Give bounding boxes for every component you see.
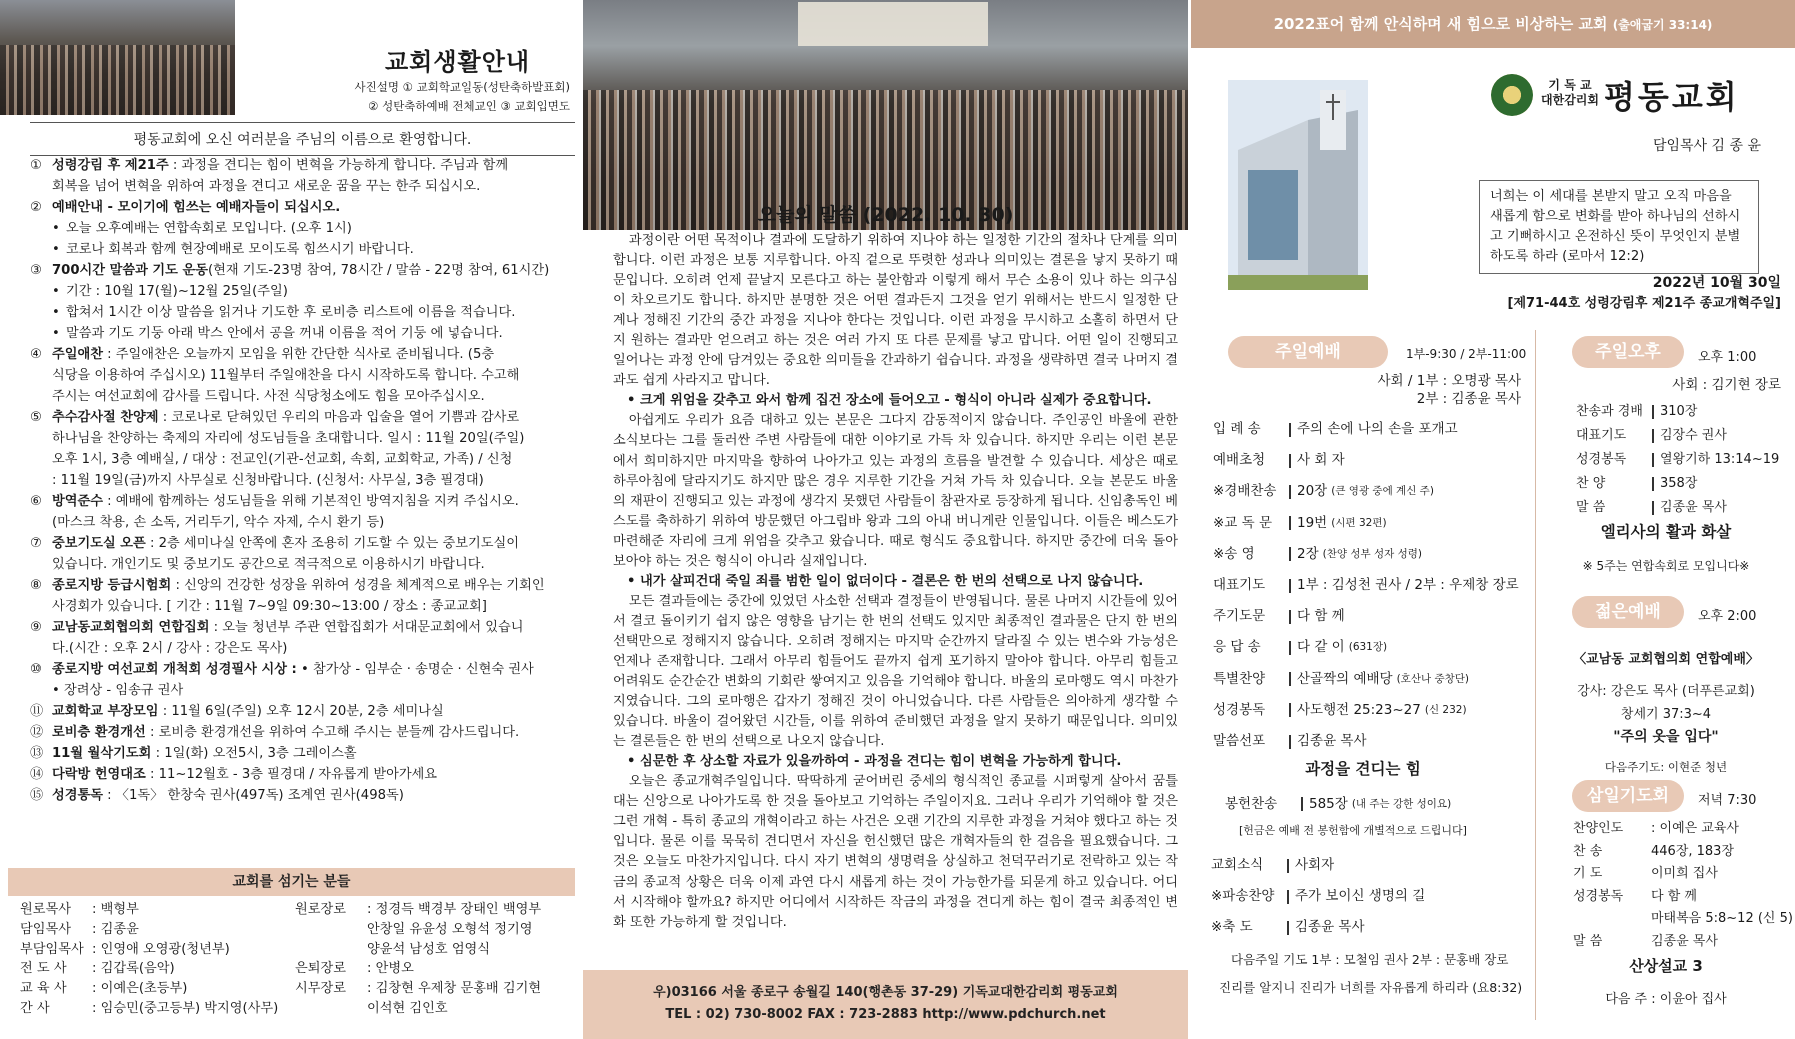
notice-number: ⑧ [30,578,42,593]
order-label: 찬송과 경배 [1576,404,1643,419]
notice-title: 교회학교 부장모임 [52,704,159,719]
notice-text: : 과정을 견디는 힘이 변혁을 가능하게 합니다. 주님과 함께 [168,158,509,173]
servant-role: 원로목사 [20,902,71,917]
youth-next: 다음주기도: 이현준 청년 [1604,760,1728,774]
order-label: 성경봉독 [1576,452,1627,467]
order-item [1211,912,1531,943]
order-note: (큰 영광 중에 계신 주) [1331,485,1434,498]
order-value: 이미희 집사 [1651,866,1718,881]
left-panel [0,0,575,1039]
youth-sermon: "주의 옷을 입다" [1613,729,1719,745]
church-building-illustration [1228,80,1368,290]
notice-sub-item: • 오늘 오후예배는 연합속회로 모입니다. (오후 1시) [30,218,575,239]
wednesday-order [1573,818,1793,953]
servants-heading: 교회를 섬기는 분들 [8,868,575,896]
servant-role: 원로장로 [295,902,346,917]
order-label: 말 씀 [1573,933,1603,949]
middle-panel [583,0,1188,1039]
order-value: 김장수 권사 [1660,428,1727,443]
notice-title: 예배안내 - 모이기에 힘쓰는 예배자들이 되십시오. [52,200,341,215]
notice-item [30,260,575,281]
order-label: 찬 송 [1573,843,1603,859]
order-note: (내 주는 강한 성이요) [1351,798,1452,810]
sunday-leaders [1311,372,1521,408]
servant-names: 이석현 김인호 [367,1000,448,1016]
sunday-service-time: 1부-9:30 / 2부-11:00 [1406,347,1527,361]
annual-motto [1191,0,1795,48]
servant-row [295,959,575,979]
column-divider [1535,330,1536,1020]
notice-text: : 1일(화) 오전5시, 3층 그레이스홀 [151,746,357,761]
right-panel [1191,0,1795,1039]
order-separator [1287,890,1289,904]
notice-text: 주시는 여선교회에 감사를 드립니다. 사전 식당청소에도 힘을 모아주십시오. [52,389,485,404]
order-separator [1289,703,1291,717]
order-value: 358장 [1660,476,1698,491]
notice-text: 있습니다. 개인기도 및 중보기도 공간으로 적극적으로 이용하시기 바랍니다. [52,557,485,572]
next-week-prayer: 다음주일 기도 1부 : 모철임 권사 2부 : 문홍배 장로 [1231,952,1509,967]
sermon-point: • 크게 위엄을 갖추고 와서 함께 집건 장소에 들어오고 - 형식이 아니라 실제가 중요합니다. [627,393,1152,409]
order-item [1213,570,1533,601]
church-address-footer [583,970,1188,1039]
order-item [1573,818,1788,841]
order-label: 성경봉독 [1573,888,1624,904]
sermon-title: 오늘의 말씀 (2022. 10. 30) [757,204,1014,226]
servant-names: 안창일 유윤성 오형석 정기영 [367,921,533,937]
order-item [1213,476,1533,507]
notice-item [30,764,575,785]
photo-church-school [0,0,235,115]
order-label: 기 도 [1573,866,1603,881]
notice-text: : 로비층 환경개선을 위하여 수고해 주시는 분들께 감사드립니다. [145,725,520,740]
notice-title: 11월 월삭기도회 [52,746,152,761]
notice-text: : 예배에 함께하는 성도님들을 위해 기본적인 방역지침을 지켜 주십시오. [102,494,519,509]
notice-text: : 주일애찬은 오늘까지 모임을 위한 간단한 식사로 준비됩니다. (5충 [102,347,495,362]
order-value: 20장 [1297,483,1328,500]
leader-line: 사회 / 1부 : 오명광 목사 [1377,373,1521,389]
order-note: (시편 32편) [1331,516,1387,529]
notice-sub-item: • 코로나 회복과 함께 현장예배로 모이도록 힘쓰시기 바랍니다. [30,239,575,260]
afternoon-leader: 사회 : 김기현 장로 [1672,377,1781,393]
notice-number: ⑩ [30,662,42,677]
offering-note: [헌금은 예배 전 봉헌함에 개별적으로 드립니다] [1239,824,1467,837]
notice-item [30,491,575,533]
caption-line: ② 성탄축하예배 전체교인 ③ 교회입면도 [368,99,570,113]
order-label: 말씀선포 [1213,733,1266,750]
order-label: 말 씀 [1576,500,1606,515]
servant-row [295,920,575,940]
contact-line: TEL : 02) 730-8002 FAX : 723-2883 http://www.pdchurch.net [665,1007,1106,1022]
order-label: ※송 영 [1213,545,1255,562]
order-item [1573,863,1788,886]
order-label: 주기도문 [1213,608,1266,625]
notice-sub-item: • 기간 : 10월 17(월)~12월 25일(주일) [30,281,575,302]
order-separator [1289,423,1291,437]
church-logo [1491,74,1533,116]
notice-number: ⑨ [30,620,42,635]
servant-names: : 백형부 [92,902,139,917]
servant-role [295,920,367,940]
notice-text: (마스크 착용, 손 소독, 거리두기, 악수 자제, 수시 환기 등) [52,515,385,530]
order-item [1573,886,1788,909]
order-value: 2장 [1297,545,1319,562]
notice-title: 추수감사절 찬양제 [52,410,159,425]
order-item [1576,400,1786,424]
notice-text: • 장려상 - 임송규 권사 [52,683,184,698]
notice-number: ④ [30,347,42,362]
order-item [1576,424,1786,448]
servant-role: 은퇴장로 [295,961,346,977]
order-separator [1652,453,1654,467]
servant-role: 교 육 사 [20,981,67,997]
order-value: 주의 손에 나의 손을 포개고 [1297,421,1458,437]
sermon-paragraph: 아쉽게도 우리가 요즘 대하고 있는 본문은 그다지 감동적이지 않습니다. 주인공인 바울에 관한 소식보다는 그를 둘러싼 주변 사람들에 대한 이야기로 가득 차 있습니다. 하지만 우리는 이런 본문에서 희미하지만 마지막을 향하여 나아가고 있는 과정의 흐름을 발견할 수 있습니다. 세상은 때로 하루아침에 달라지기도 하지만 많은 경우 지루한 기간을 거쳐 가득 차 있습니다. 오늘 본문도 바울의 재판이 진행되고 있는 과정에 생각지 못했던 사람들이 참관자로 등장하게 됩니다. 신임총독인 베스도를 축하하기 위하여 방문했던 아그립바 왕과 그의 아내 버니게란 인물입니다. 이들은 베스도가 마련해준 자리에 크게 위엄을 갖추고 왔습니다. 때로 형식도 중요합니다. 하지만 중간에 더욱 돌아보아야 하는 것은 형식이 아니라 실재입니다. [613,413,1178,569]
wednesday-sermon-title: 산상설교 3 [1629,957,1703,975]
servant-role: 담임목사 [20,921,71,937]
order-item [1213,601,1533,632]
notice-title: 로비층 환경개선 [52,725,146,740]
order-label: 대표기도 [1576,428,1627,443]
notice-number: ⑬ [30,746,44,761]
sermon-paragraph: 오늘은 종교개혁주일입니다. 딱딱하게 굳어버린 중세의 형식적인 종교를 시퍼렇게 살아서 꿈틀대는 신앙으로 나아가도록 한 것을 돌아보고 기억하는 주일이지요. 그러나 우리가 기억해야 할 것은 그런 개혁 - 특히 종교의 개혁이라고 하는 사건은 오랜 기간의 지루한 과정을 거쳐야 했다고 하는 것입니다. 물론 이를 묵묵히 견디면서 자신을 헌신했던 많은 개혁자들의 한 걸음을 필요했습니다. 그것은 오늘도 마찬가지입니다. 다시 자기 변혁의 생명력을 상실하고 천덕꾸러기로 전락하고 있는 작금의 종교적 상황은 더욱 이제 과연 다시 새롭게 하는 것이 가능한가를 되묻게 하고 있습니다. 어디서 시작해야 할까요? 하지만 어디에서 시작하든 작금의 과정을 견디게 하는 힘이 결국 최종적인 변화 또한 가능하게 할 것입니다. [613,774,1178,930]
afternoon-order [1576,400,1786,520]
servant-role [295,999,367,1019]
servant-names: 양윤석 남성호 엄영식 [367,941,491,957]
servant-role: 간 사 [20,1000,50,1016]
photo-crowd [0,45,235,115]
church-name: 평동교회 [1604,78,1740,116]
order-separator [1289,454,1291,468]
order-value: 마태복음 5:8~12 (신 5) [1651,911,1793,926]
sunday-service-tag: 주일예배 [1228,336,1388,368]
senior-pastor: 담임목사 김 종 윤 [1652,138,1761,154]
order-separator [1289,610,1291,624]
notice-number: ③ [30,263,42,278]
denomination-line: 기 독 교 [1548,78,1592,92]
notice-number: ⑥ [30,494,42,509]
order-item [1211,850,1531,881]
order-note: (호산나 중창단) [1396,672,1469,685]
notice-item [30,743,575,764]
notice-text: • 참가상 - 임부순 · 송명순 · 신현숙 권사 [296,662,534,677]
notice-title: 교남동교회협의회 연합집회 [52,620,210,635]
notice-item [30,575,575,617]
order-note: (찬양 성부 성자 성령) [1322,547,1422,560]
order-value: 김종윤 목사 [1651,933,1718,949]
wednesday-service-tag: 삼일기도회 [1572,780,1684,812]
order-item [1573,908,1793,931]
order-label: 성경봉독 [1213,701,1266,718]
servant-row [295,940,575,960]
order-label: ※축 도 [1211,919,1253,935]
order-separator [1289,547,1291,561]
order-value: 446장, 183장 [1651,843,1735,859]
order-item [1576,472,1786,496]
servant-row [20,920,280,940]
notice-title: 다락방 헌영대조 [52,767,146,782]
order-value: : 이예은 교육사 [1651,821,1739,836]
notice-text: : 11월 6일(주일) 오후 12시 20분, 2층 세미나실 [158,704,444,719]
notice-title: 종로지방 등급시험회 [52,578,172,593]
order-value: 다 같 이 [1297,639,1345,656]
photo-banner [798,2,988,46]
afternoon-time: 오후 1:00 [1698,350,1757,365]
order-label: ※교 독 문 [1213,514,1273,531]
order-label: 응 답 송 [1213,639,1261,656]
notice-item [30,155,575,197]
caption-line: 사진설명 ① 교회학교일동(성탄축하발표회) [354,80,570,94]
servant-row [20,940,280,960]
notice-text: : 오늘 청년부 주관 연합집회가 서대문교회에서 있습니 [209,620,524,635]
order-separator [1301,797,1303,811]
notice-text: 회복을 넘어 변혁을 위하여 과정을 견디고 새로운 꿈을 꾸는 한주 되십시오. [52,179,481,194]
address-line: 우)03166 서울 종로구 송월길 140(행촌동 37-29) 기독교대한감리회 평동교회 [653,985,1118,1000]
servant-row [20,959,280,979]
order-item [1213,726,1533,757]
order-value: 1부 : 김성천 권사 / 2부 : 우제창 장로 [1297,577,1519,594]
order-item [1213,508,1533,539]
sermon-paragraph: 과정이란 어떤 목적이나 결과에 도달하기 위하여 지나야 하는 일정한 기간의 절차나 단계를 의미합니다. 이런 과정은 보통 지루합니다. 아직 겉으로 뚜렷한 성과나 의미있는 결론을 낳지 못하기 때문입니다. 오히려 언제 끝날지 모른다고 하는 불안함과 이렇게 해서 무슨 소용이 있나 하는 의구심이 차오르기도 합니다. 하지만 분명한 것은 어떤 결과든지 그것을 얻기 위해서는 반드시 일정한 단계나 정해진 기간의 중간 과정을 지나야 한다는 것입니다. 이런 과정을 무시하고 소홀히 하면서 단지 원하는 결과만 얻으려고 하는 것은 여러 가지 또 다른 문제를 낳고 맙니다. 어떤 일이 진행되고 일어나는 과정 안에 담겨있는 중요한 의미들을 간과하기 쉽습니다. 과정을 생략하면 결국 나머지 결과도 쉽게 사라지고 맙니다. [613,233,1178,389]
order-item [1573,841,1788,864]
notice-text: : 11~12월호 - 3층 필경대 / 자유롭게 받아가세요 [145,767,438,782]
notice-text: 오후 1시, 3층 예배실, / 대상 : 전교인(기관-선교회, 속회, 교회학교, 가족) / 신청 [52,452,513,467]
afternoon-sermon-title: 엘리사의 활과 화살 [1600,523,1732,541]
notice-item [30,659,575,701]
servant-row [295,999,575,1019]
order-item [1213,539,1533,570]
order-value: 주가 보이신 생명의 길 [1295,888,1426,904]
notice-title: 주일애찬 [52,347,103,362]
servant-names: : 인영애 오영광(청년부) [92,941,230,957]
servant-names: : 이예은(초등부) [92,981,188,997]
theme-verse: 너희는 이 세대를 본받지 말고 오직 마음을 새롭게 함으로 변화를 받아 하나님의 선하시고 기뻐하시고 온전하신 뜻이 무엇인지 분별하도록 하라 (로마서 12:2) [1479,180,1759,274]
notice-number: ⑦ [30,536,42,551]
order-label: 봉헌찬송 [1225,796,1278,812]
sermon-point: • 내가 살피건대 죽일 죄를 범한 일이 없더이다 - 결론은 한 번의 선택으로 나지 않습니다. [627,573,1144,589]
servant-names: : 정경득 백경부 장태인 백영부 [367,902,542,917]
notice-list [30,155,575,806]
notice-text: : 〈1독〉 한창숙 권사(497독) 조계연 권사(498독) [102,788,404,803]
order-item [1213,664,1533,695]
order-value: 사회자 [1295,857,1335,873]
order-note: (신 232) [1424,703,1467,716]
notice-text: (현재 기도-23명 참여, 78시간 / 말씀 - 22명 참여, 61시간) [207,263,550,278]
youth-speaker: 강사: 강은도 목사 (더푸른교회) [1577,684,1755,699]
order-separator [1289,485,1291,499]
order-value: 310장 [1660,404,1698,419]
order-separator [1652,405,1654,419]
order-item [1573,931,1788,954]
notice-item [30,617,575,659]
order-item [1576,496,1786,520]
servant-role: 시무장로 [295,981,346,997]
sunday-order [1213,414,1533,757]
order-value: 김종윤 목사 [1660,500,1727,515]
notice-text: : 2층 세미나실 안쪽에 혼자 조용히 기도할 수 있는 중보기도실이 [145,536,519,551]
notice-item [30,701,575,722]
notice-text: : 11월 19일(금)까지 사무실로 신청바랍니다. (신청서: 사무실, 3층 필경대) [52,473,484,488]
order-item [1213,414,1533,445]
youth-service-title: 〈교남동 교회협의회 연합예배〉 [1573,652,1759,667]
servant-row [295,900,575,920]
notice-number: ⑤ [30,410,42,425]
order-value: 다 함 께 [1651,888,1697,904]
order-item [1211,881,1531,912]
notice-text: 사경회가 있습니다. [ 기간 : 11월 7~9일 09:30~13:00 / 장소 : 종교교회] [52,599,487,614]
order-value: 다 함 께 [1297,608,1345,625]
notice-title: 성경통독 [52,788,103,803]
order-label: ※경배찬송 [1213,483,1277,500]
closing-verse: 진리를 알지니 진리가 너희를 자유롭게 하리라 (요8:32) [1219,980,1523,995]
leader-line: 2부 : 김종윤 목사 [1416,391,1521,407]
notice-sub-item: • 말씀과 기도 기둥 아래 박스 안에서 공을 꺼내 이름을 적어 기둥 에 넣습니다. [30,323,575,344]
servants-column-left [20,900,280,1019]
servant-names: : 김종윤 [92,921,139,937]
servant-row [20,999,280,1019]
welcome-text: 평동교회에 오신 여러분을 주님의 이름으로 환영합니다. [30,122,575,156]
youth-text: 창세기 37:3~4 [1620,707,1712,722]
servant-names: : 김창현 우제창 문홍배 김기현 [367,981,542,997]
offering-hymn [1225,793,1535,815]
notice-title: 성령강림 후 제21주 [52,158,169,173]
order-item [1213,695,1533,726]
order-item [1213,632,1533,663]
order-value: 585장 [1309,796,1348,812]
order-separator [1652,477,1654,491]
order-item [1213,445,1533,476]
order-separator [1287,921,1289,935]
order-separator [1287,859,1289,873]
order-label: 입 례 송 [1213,421,1261,437]
notice-text: 다.(시간 : 오후 2시 / 강사 : 강은도 목사) [52,641,288,656]
photo-caption [330,78,570,116]
order-label: 찬양인도 [1573,821,1624,836]
notice-item [30,407,575,491]
order-label: 특별찬양 [1213,670,1266,687]
wednesday-next: 다음 주 : 이윤아 집사 [1605,992,1727,1007]
order-label: ※파송찬양 [1211,888,1275,904]
notice-sub-item: • 합쳐서 1시간 이상 말씀을 읽거나 기도한 후 로비층 리스트에 이름을 적습니다. [30,302,575,323]
order-separator [1289,672,1291,686]
denomination [1540,78,1600,108]
youth-service-time: 오후 2:00 [1698,609,1757,624]
order-value: 김종윤 목사 [1297,733,1367,750]
sunday-sermon-title: 과정을 견디는 힘 [1305,760,1421,778]
notice-number: ⑫ [30,725,44,740]
wednesday-time: 저녁 7:30 [1698,793,1757,808]
notice-number: ⑪ [30,704,44,719]
servant-names: : 안병오 [367,961,414,977]
order-value: 산골짝의 예배당 [1297,670,1393,687]
order-value: 사도행전 25:23~27 [1297,701,1421,718]
notice-item [30,722,575,743]
sermon-point: • 심문한 후 상소할 자료가 있을까하여 - 과정을 견디는 힘이 변혁을 가능하게 합니다. [627,754,1122,770]
order-separator [1289,579,1291,593]
notice-number: ① [30,158,42,173]
order-value: 김종윤 목사 [1295,919,1365,935]
notice-item [30,533,575,575]
order-label: 예배초청 [1213,452,1266,469]
sermon-body [613,231,1178,933]
notice-title: 700시간 말씀과 기도 운동 [52,263,208,278]
servants-column-right [295,900,575,1019]
notice-text: 식당을 이용하여 주십시오) 11월부터 주일애찬을 다시 시작하도록 합니다. 수고해 [52,368,520,383]
notice-title: 중보기도실 오픈 [52,536,146,551]
order-value: 사 회 자 [1297,452,1345,469]
notice-title: 방역준수 [52,494,103,509]
order-label: 찬 양 [1576,476,1606,491]
bulletin-date: 2022년 10월 30일 [1652,275,1781,291]
notice-text: 하나님을 찬양하는 축제의 자리에 성도님들을 초대합니다. 일시 : 11월 20일(주일) [52,431,525,446]
servant-row [295,979,575,999]
order-note: (631장) [1348,641,1388,654]
order-item [1225,793,1535,815]
notice-title: 종로지방 여선교회 개척회 성경필사 시상 : [52,662,297,677]
order-value: 열왕기하 13:14~19 [1660,452,1780,467]
denomination-line: 대한감리회 [1541,93,1599,107]
youth-service-tag: 젊은예배 [1572,596,1684,628]
notice-number: ⑮ [30,788,44,803]
order-label: 교회소식 [1211,857,1264,873]
notice-text: : 신앙의 건강한 성장을 위하여 성경을 체계적으로 배우는 기회인 [171,578,545,593]
order-separator [1652,429,1654,443]
motto-reference: (출애굽기 33:14) [1612,18,1713,32]
order-item [1576,448,1786,472]
servant-role: 전 도 사 [20,961,67,977]
order-separator [1289,641,1291,655]
bulletin-week: [제71-44호 성령강림후 제21주 종교개혁주일] [1507,296,1781,311]
order-separator [1289,516,1291,530]
afternoon-service-tag: 주일오후 [1572,336,1684,368]
order-separator [1289,735,1291,749]
notice-item [30,785,575,806]
photo-christmas-service [583,0,1188,230]
page-title: 교회생활안내 [385,48,531,76]
order-value: 19번 [1297,514,1328,531]
servant-names: : 김갑록(음악) [92,961,175,977]
notice-item [30,197,575,218]
servant-row [20,979,280,999]
notice-number: ② [30,200,42,215]
servant-role: 부담임목사 [20,941,84,957]
afternoon-note: ※ 5주는 연합속회로 모입니다※ [1582,559,1750,573]
servant-names: : 임승민(중고등부) 박지영(사무) [92,1000,279,1016]
order-separator [1652,501,1654,515]
motto-text: 2022표어 함께 안식하며 새 힘으로 비상하는 교회 [1273,15,1608,33]
order-label: 대표기도 [1213,577,1266,594]
notice-text: : 코로나로 닫혀있던 우리의 마음과 입술을 열어 기쁨과 감사로 [158,410,520,425]
sunday-closing-order [1211,850,1531,943]
notice-number: ⑭ [30,767,44,782]
servant-row [20,900,280,920]
notice-item [30,344,575,407]
servant-role [295,940,367,960]
sermon-paragraph: 모든 결과들에는 중간에 있었던 사소한 선택과 결정들이 반영됩니다. 물론 나머지 시간들에 있어서 결코 돌이키기 쉽지 않은 영향을 남기는 한 번의 선택도 있지만 최종적인 결과물은 단지 한 번의 선택만으로 정해지지 않습니다. 오히려 정해지는 마지막 순간까지 달라질 수 있는 변수와 가능성은 언제나 존재합니다. 그래서 아무리 힘들어도 끝까지 쉽게 포기하지 말아야 합니다. 아무리 힘들고 어려워도 순간순간 변화의 기회란 쌓여지고 있음을 기억해야 합니다. 바울의 로마행도 역시 마찬가지였습니다. 그의 로마행은 갑자기 정해진 것이 아니었습니다. 다른 사람들은 의아하게 생각할 수 있습니다. 바울이 걸어왔던 시간들, 이를 위하여 준비했던 과정을 알지 못하기 때문입니다. 의미있는 결론들은 한 번의 선택으로 나오지 않습니다. [613,593,1178,750]
